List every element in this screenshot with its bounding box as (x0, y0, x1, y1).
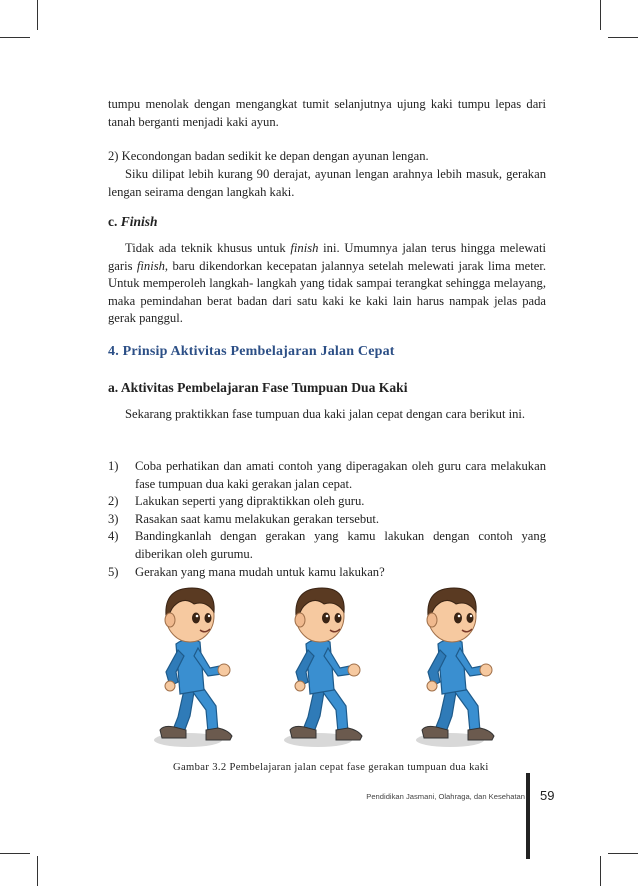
figure-caption: Gambar 3.2 Pembelajaran jalan cepat fase gerakan tumpuan dua kaki (173, 762, 489, 773)
boy-walking-icon (154, 588, 232, 747)
footer-book-title: Pendidikan Jasmani, Olahraga, dan Kesehatan (366, 792, 525, 801)
list-item-2-heading: 2) Kecondongan badan sedikit ke depan dengan ayunan lengan. (108, 149, 429, 163)
crop-mark (608, 37, 638, 38)
crop-mark (0, 37, 30, 38)
list-item: 1) Coba perhatikan dan amati contoh yang diperagakan oleh guru cara melakukan fase tumpuan dua kaki gerakan jalan cepat. (108, 459, 546, 491)
crop-mark (600, 856, 601, 886)
figure-walking-illustration (150, 582, 500, 752)
page-number: 59 (540, 788, 555, 803)
activity-list (108, 458, 546, 581)
footer-divider (526, 773, 530, 859)
crop-mark (37, 856, 38, 886)
section-c-letter: c. (108, 214, 118, 229)
section-c-heading (108, 214, 158, 230)
boy-walking-icon (284, 588, 362, 747)
list-item: 4) Bandingkanlah dengan gerakan yang kamu lakukan dengan contoh yang diberikan oleh gurumu. (108, 529, 546, 561)
list-item: 5) Gerakan yang mana mudah untuk kamu lakukan? (108, 564, 385, 579)
crop-mark (37, 0, 38, 30)
list-item: 3) Rasakan saat kamu melakukan gerakan tersebut. (108, 511, 380, 526)
section-a-heading: a. Aktivitas Pembelajaran Fase Tumpuan Dua Kaki (108, 380, 408, 395)
paragraph-continuation: tumpu menolak dengan mengangkat tumit selanjutnya ujung kaki tumpu lepas dari tanah berganti menjadi kaki ayun. (108, 97, 546, 129)
section-4-heading: 4. Prinsip Aktivitas Pembelajaran Jalan Cepat (108, 344, 395, 359)
paragraph-arm-swing: Siku dilipat lebih kurang 90 derajat, ayunan lengan arahnya lebih masuk, gerakan lengan seirama dengan langkah kaki. (108, 167, 546, 199)
section-c-title: Finish (120, 214, 158, 229)
paragraph-finish: Tidak ada teknik khusus untuk finish ini. Umumnya jalan terus hingga melewati garis finish, baru dikendorkan kecepatan jalannya setelah melewati jarak lima meter. Untuk memperoleh langkah- langkah yang tidak sampai terangkat sehingga melayang, maka pemindahan berat badan dari satu kaki ke kaki lain harus nampak jelas pada gerak panggul. (108, 241, 547, 326)
crop-mark (0, 853, 30, 854)
crop-mark (608, 853, 638, 854)
list-item: 2) Lakukan seperti yang dipraktikkan oleh guru. (108, 494, 365, 509)
paragraph-intro: Sekarang praktikkan fase tumpuan dua kaki jalan cepat dengan cara berikut ini. (125, 407, 526, 421)
boy-walking-icon (416, 588, 494, 747)
crop-mark (600, 0, 601, 30)
